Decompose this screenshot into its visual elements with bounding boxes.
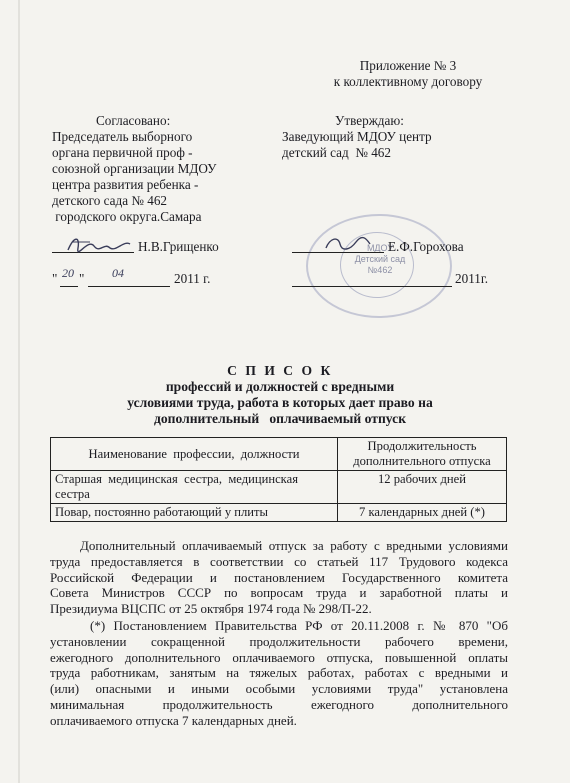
paragraph-legal-basis bbox=[50, 538, 508, 617]
left-signatory-name: Н.В.Грищенко bbox=[138, 239, 219, 254]
table-cell-duration: 12 рабочих дней bbox=[338, 471, 507, 504]
approved-line: детский сад № 462 bbox=[282, 145, 391, 160]
right-date-line bbox=[292, 286, 452, 287]
agreed-line: органа первичной проф - bbox=[52, 145, 193, 160]
agreed-line: центра развития ребенка - bbox=[52, 177, 199, 192]
table-cell-duration: 7 календарных дней (*) bbox=[338, 504, 507, 522]
agreed-line: детского сада № 462 bbox=[52, 193, 168, 208]
paragraph-line: Дополнительный оплачиваемый отпуск за работу с вредными условиями bbox=[80, 538, 508, 553]
agreed-line: Председатель выборного bbox=[52, 129, 193, 144]
left-date-month-line bbox=[88, 286, 170, 287]
paragraph-line: ежегодного дополнительного оплачиваемого отпуска, повышенной оплаты bbox=[50, 649, 508, 665]
page-fold bbox=[18, 0, 20, 783]
table-row bbox=[51, 471, 507, 504]
approved-line: Заведующий МДОУ центр bbox=[282, 129, 432, 144]
agreed-block bbox=[52, 129, 216, 225]
appendix-line-2: к коллективному договору bbox=[333, 74, 483, 89]
document-title: С П И С О К bbox=[227, 363, 333, 378]
agreed-line: городского округа.Самара bbox=[52, 209, 202, 224]
subtitle-line: профессий и должностей с вредными bbox=[165, 379, 395, 394]
table-header-duration: Продолжительность дополнительного отпуска bbox=[338, 438, 507, 471]
paragraph-line: труда предоставляется в соответствии со статьей 117 Трудового кодекса bbox=[50, 553, 508, 569]
appendix-header bbox=[322, 58, 494, 90]
professions-table bbox=[50, 437, 507, 522]
table-cell-profession: Старшая медицинская сестра, медицинская сестра bbox=[51, 471, 338, 504]
paragraph-line: (или) опасными и иными особыми условиями труда" установлена bbox=[50, 681, 508, 697]
paragraph-line: Совета Министров СССР по вопросам труда и заработной платы и bbox=[50, 585, 508, 601]
stamp-text: МДОУ Детский сад №462 bbox=[354, 243, 406, 275]
right-signatory-name: Е.Ф.Горохова bbox=[388, 239, 464, 254]
right-date-year: 2011г. bbox=[455, 271, 489, 286]
document-subtitle bbox=[40, 379, 520, 427]
paragraph-line: (*) Постановлением Правительства РФ от 20.11.2008 г. № 870 "Об bbox=[90, 618, 508, 633]
right-signature bbox=[322, 232, 372, 254]
left-date-quote-close: " bbox=[79, 271, 85, 286]
table-header-profession: Наименование профессии, должности bbox=[51, 438, 338, 471]
paragraph-line: Российской Федерации и постановлением Государственного комитета bbox=[50, 569, 508, 585]
left-date-year: 2011 г. bbox=[174, 271, 211, 286]
paragraph-line: установлении сокращенной продолжительности рабочего времени, bbox=[50, 633, 508, 649]
paragraph-line: минимальная продолжительность ежегодного дополнительного bbox=[50, 696, 508, 712]
appendix-line-1: Приложение № 3 bbox=[359, 58, 457, 73]
left-signature bbox=[64, 232, 134, 256]
paragraph-line: Президиума ВЦСПС от 25 октября 1974 года № 298/П-22. bbox=[50, 601, 372, 617]
approved-heading: Утверждаю: bbox=[335, 113, 404, 128]
table-header-row bbox=[51, 438, 507, 471]
agreed-line: союзной организации МДОУ bbox=[52, 161, 217, 176]
subtitle-line: дополнительный оплачиваемый отпуск bbox=[153, 411, 407, 426]
approved-block bbox=[282, 129, 432, 161]
paragraph-line: оплачиваемого отпуска 7 календарных дней. bbox=[50, 712, 297, 728]
table-cell-profession: Повар, постоянно работающий у плиты bbox=[51, 504, 338, 522]
table-row bbox=[51, 504, 507, 522]
agreed-heading: Согласовано: bbox=[96, 113, 171, 128]
paragraph-footnote bbox=[50, 618, 508, 729]
subtitle-line: условиями труда, работа в которых дает право на bbox=[127, 395, 433, 410]
paragraph-line: труда работникам, занятым на тяжелых работах, работах с вредными и bbox=[50, 665, 508, 681]
left-date-day-line bbox=[60, 286, 78, 287]
left-date-quote: " bbox=[52, 271, 58, 286]
left-date-month: 04 bbox=[112, 266, 124, 280]
left-date-day: 20 bbox=[62, 266, 74, 280]
